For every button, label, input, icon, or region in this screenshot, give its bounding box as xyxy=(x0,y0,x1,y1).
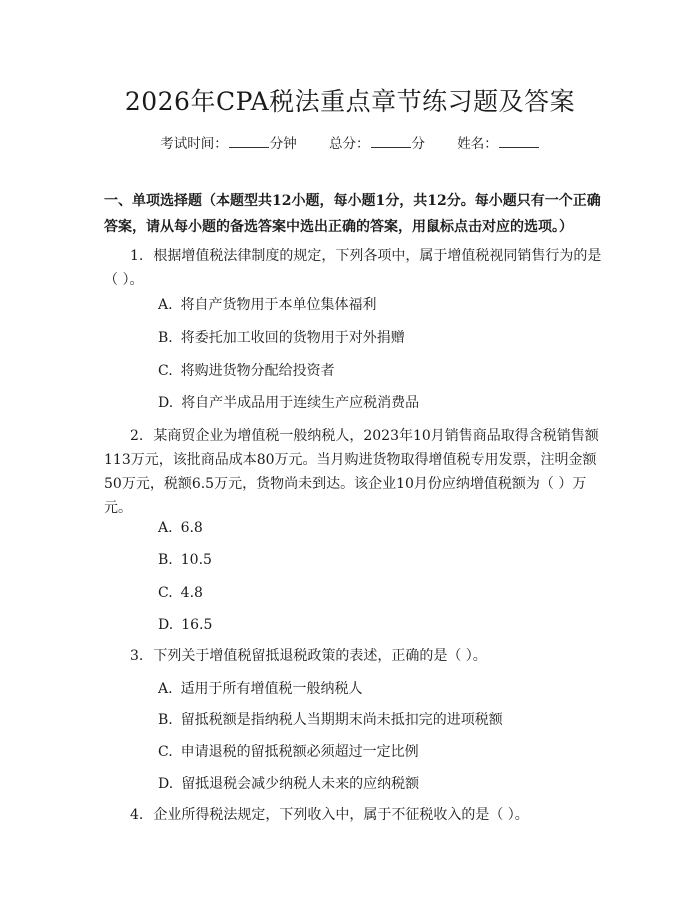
question-1-option-a[interactable] xyxy=(158,295,377,315)
option-text: 留抵退税会减少纳税人未来的应纳税额 xyxy=(181,776,420,792)
page-title: 2026年CPA税法重点章节练习题及答案 xyxy=(124,87,576,116)
question-number: 1. xyxy=(130,248,144,264)
question-number: 2. xyxy=(130,428,144,444)
option-text: 适用于所有增值税一般纳税人 xyxy=(180,681,363,697)
question-text: 根据增值税法律制度的规定，下列各项中，属于增值税视同销售行为的是（ ）。 xyxy=(104,248,602,288)
question-2 xyxy=(104,424,604,520)
exam-info xyxy=(0,132,700,152)
option-letter: D. xyxy=(158,617,174,633)
question-text: 企业所得税法规定，下列收入中，属于不征税收入的是（ ）。 xyxy=(153,807,529,823)
question-1-option-b[interactable] xyxy=(158,328,405,348)
option-text: 将自产货物用于本单位集体福利 xyxy=(180,297,377,313)
question-number: 3. xyxy=(130,648,144,664)
question-3-option-c[interactable] xyxy=(158,742,419,762)
student-name-blank xyxy=(499,135,539,148)
total-score-unit: 分 xyxy=(411,136,425,152)
option-text: 4.8 xyxy=(180,585,203,601)
option-letter: A. xyxy=(158,297,173,313)
exam-time-unit: 分钟 xyxy=(269,136,297,152)
question-2-option-b[interactable] xyxy=(158,550,212,570)
question-2-option-c[interactable] xyxy=(158,583,203,603)
question-3-option-a[interactable] xyxy=(158,679,363,699)
option-letter: A. xyxy=(158,681,173,697)
question-3-option-d[interactable] xyxy=(158,774,419,794)
option-letter: C. xyxy=(158,744,173,760)
option-text: 申请退税的留抵税额必须超过一定比例 xyxy=(180,744,419,760)
option-text: 将购进货物分配给投资者 xyxy=(180,363,335,379)
question-1 xyxy=(104,244,604,292)
option-text: 将自产半成品用于连续生产应税消费品 xyxy=(181,395,420,411)
question-3 xyxy=(104,644,604,668)
total-score-blank xyxy=(371,135,411,148)
total-score-label: 总分： xyxy=(329,136,370,152)
student-name xyxy=(457,132,540,152)
option-letter: B. xyxy=(158,712,173,728)
question-text: 下列关于增值税留抵退税政策的表述，正确的是（ ）。 xyxy=(153,648,487,664)
section-heading: 一、单项选择题（本题型共12小题，每小题1分，共12分。每小题只有一个正确答案，请从每小题的备选答案中选出正确的答案，用鼠标点击对应的选项。） xyxy=(104,193,601,235)
option-letter: A. xyxy=(158,520,173,536)
option-text: 16.5 xyxy=(181,617,213,633)
option-text: 6.8 xyxy=(180,520,203,536)
student-name-label: 姓名： xyxy=(457,136,498,152)
option-letter: B. xyxy=(158,552,173,568)
option-letter: B. xyxy=(158,330,173,346)
option-text: 10.5 xyxy=(180,552,212,568)
exam-time-label: 考试时间： xyxy=(160,136,228,152)
option-letter: D. xyxy=(158,395,174,411)
question-2-option-a[interactable] xyxy=(158,518,203,538)
exam-time-blank xyxy=(229,135,269,148)
total-score xyxy=(329,132,425,152)
option-text: 将委托加工收回的货物用于对外捐赠 xyxy=(180,330,405,346)
question-3-option-b[interactable] xyxy=(158,710,503,730)
question-2-option-d[interactable] xyxy=(158,615,212,635)
question-1-option-c[interactable] xyxy=(158,361,335,381)
question-1-option-d[interactable] xyxy=(158,393,419,413)
option-text: 留抵税额是指纳税人当期期末尚未抵扣完的进项税额 xyxy=(180,712,503,728)
option-letter: D. xyxy=(158,776,174,792)
exam-time xyxy=(160,132,297,152)
question-number: 4. xyxy=(130,807,144,823)
question-4 xyxy=(104,803,604,827)
question-text: 某商贸企业为增值税一般纳税人，2023年10月销售商品取得含税销售额113万元，该批商品成本80万元。当月购进货物取得增值税专用发票，注明金额50万元，税额6.5万元，货物尚未到达。该企业10月份应纳增值税额为（ ）万元。 xyxy=(104,428,599,516)
option-letter: C. xyxy=(158,585,173,601)
option-letter: C. xyxy=(158,363,173,379)
